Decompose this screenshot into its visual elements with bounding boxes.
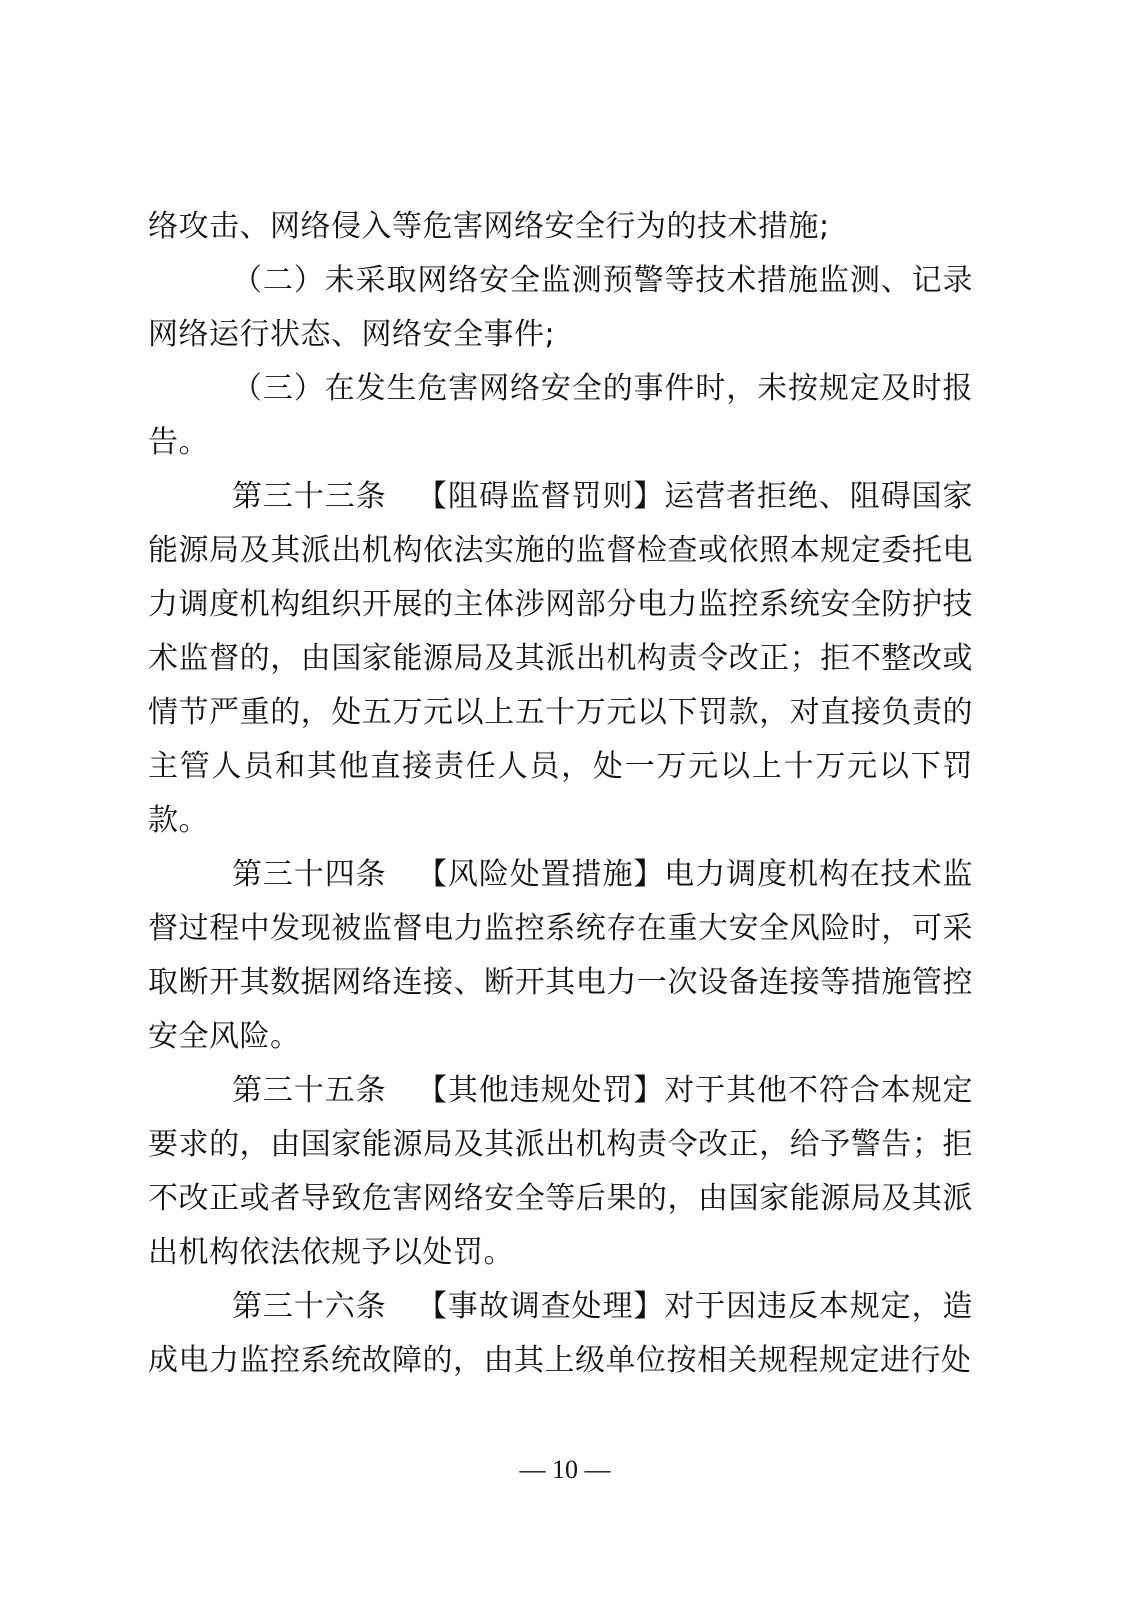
body-text bbox=[148, 200, 973, 1388]
paragraph-text: （二）未采取网络安全监测预警等技术措施监测、记录网络运行状态、网络安全事件; bbox=[148, 263, 973, 352]
paragraph-item-2 bbox=[148, 254, 973, 362]
article-35 bbox=[148, 1064, 973, 1280]
article-text: 【阻碍监督罚则】运营者拒绝、阻碍国家能源局及其派出机构依法实施的监督检查或依照本规定委托电力调度机构组织开展的主体涉网部分电力监控系统安全防护技术监督的，由国家能源局及其派出机构责令改正；拒不整改或情节严重的，处五万元以上五十万元以下罚款，对直接负责的主管人员和其他直接责任人员，处一万元以上十万元以下罚款。 bbox=[148, 479, 974, 838]
article-number: 第三十六条 bbox=[232, 1289, 387, 1324]
article-text: 【其他违规处罚】对于其他不符合本规定要求的，由国家能源局及其派出机构责令改正，给予警告；拒不改正或者导致危害网络安全等后果的，由国家能源局及其派出机构依法依规予以处罚。 bbox=[148, 1073, 974, 1270]
article-34 bbox=[148, 848, 973, 1064]
paragraph-continuation bbox=[148, 200, 973, 254]
paragraph-text: 络攻击、网络侵入等危害网络安全行为的技术措施; bbox=[148, 209, 830, 244]
article-33 bbox=[148, 470, 973, 848]
article-number: 第三十四条 bbox=[232, 857, 387, 892]
paragraph-item-3 bbox=[148, 362, 973, 470]
page-number: — 10 — bbox=[519, 1455, 611, 1484]
article-text: 【风险处置措施】电力调度机构在技术监督过程中发现被监督电力监控系统存在重大安全风险时，可采取断开其数据网络连接、断开其电力一次设备连接等措施管控安全风险。 bbox=[148, 857, 974, 1054]
article-text: 【事故调查处理】对于因违反本规定，造成电力监控系统故障的，由其上级单位按相关规程规定进行处 bbox=[148, 1289, 974, 1378]
article-36 bbox=[148, 1280, 973, 1388]
article-number: 第三十五条 bbox=[232, 1073, 387, 1108]
article-number: 第三十三条 bbox=[232, 479, 387, 514]
paragraph-text: （三）在发生危害网络安全的事件时，未按规定及时报告。 bbox=[148, 371, 973, 460]
